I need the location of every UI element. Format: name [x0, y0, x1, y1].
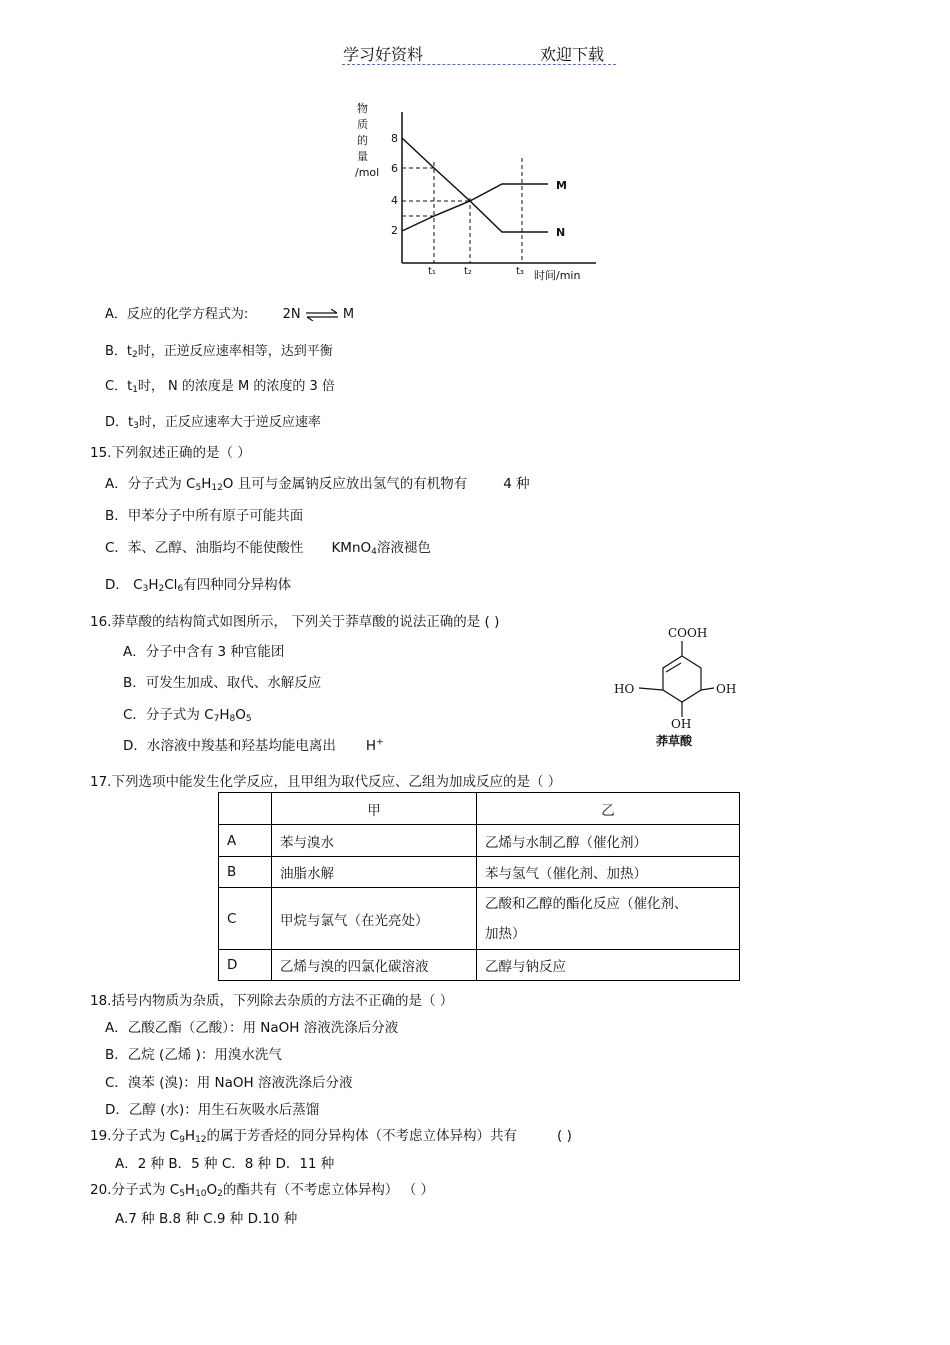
- table-header-row: [219, 793, 740, 825]
- series-N-line: [402, 138, 548, 232]
- struct-oh-right: OH: [716, 682, 737, 696]
- ylabel-char-2: 质: [357, 118, 368, 131]
- row-label: C: [219, 888, 272, 950]
- ylabel-char-1: 物: [357, 102, 368, 115]
- q15-option-d: D． $C_3H_2Cl_6$有四种同分异构体: [105, 577, 292, 594]
- cell-yi: 苯与氢气（催化剂、加热）: [477, 857, 740, 888]
- struct-oh-bottom: OH: [671, 717, 692, 731]
- struct-ho-left: HO: [614, 682, 635, 696]
- cell-jia: 苯与溴水: [272, 825, 477, 857]
- q15-option-a: A．分子式为 $C_5H_{12}O$ 且可与金属钠反应放出氢气的有机物有 4 种: [105, 476, 530, 493]
- q14-option-d: D．$t_3$时，正反应速率大于逆反应速率: [105, 415, 321, 431]
- row-label: D: [219, 950, 272, 981]
- q19-options: A．2 种 B．5 种 C．8 种 D．11 种: [115, 1156, 335, 1172]
- y-tick-6: 6: [391, 162, 398, 175]
- q18-stem: 18.括号内物质为杂质，下列除去杂质的方法不正确的是（ ）: [90, 993, 454, 1009]
- table-row: [219, 857, 740, 888]
- cell-jia: 油脂水解: [272, 857, 477, 888]
- table-row: [219, 825, 740, 857]
- ylabel-char-4: 量: [357, 150, 368, 163]
- ylabel-unit: /mol: [355, 166, 380, 179]
- table-row: [219, 888, 740, 950]
- cell-yi: 乙醇与钠反应: [477, 950, 740, 981]
- struct-cooh: COOH: [668, 626, 708, 640]
- x-axis-label: 时间/min: [534, 269, 581, 282]
- row-label: B: [219, 857, 272, 888]
- header-right: 欢迎下载: [540, 45, 605, 64]
- q15-option-c: C．苯、乙醇、油脂均不能使酸性 KMnO$_4$溶液褪色: [105, 540, 431, 557]
- q18-option-b: B．乙烷 (乙烯 )：用溴水洗气: [105, 1047, 282, 1063]
- series-label-M: M: [556, 179, 567, 192]
- struct-name: 莽草酸: [656, 734, 693, 748]
- x-tick-t2: t₂: [464, 266, 472, 277]
- shikimic-acid-structure: [608, 622, 748, 750]
- header-left: 学习好资料: [343, 45, 424, 64]
- q14-option-a: A．反应的化学方程式为: 2N M: [105, 307, 355, 322]
- ylabel-char-3: 的: [357, 134, 368, 147]
- series-M-line: [402, 184, 548, 231]
- x-tick-t3: t₃: [516, 266, 524, 277]
- q14-option-c: C．$t_1$时， N 的浓度是 M 的浓度的 3 倍: [105, 379, 335, 395]
- q18-option-a: A．乙酸乙酯（乙酸）：用 NaOH 溶液洗涤后分液: [105, 1020, 399, 1036]
- concentration-time-graph: [352, 98, 612, 288]
- cell-jia: 乙烯与溴的四氯化碳溶液: [272, 950, 477, 981]
- q16-option-b: B．可发生加成、取代、水解反应: [123, 675, 322, 691]
- q16-option-d: D．水溶液中羧基和羟基均能电离出 H+: [123, 737, 384, 754]
- q17-table: [218, 792, 740, 981]
- q20-stem: 20.分子式为 $C_5H_{10}O_2$的酯共有（不考虑立体异构） （ ）: [90, 1182, 434, 1199]
- cell-yi: 乙酸和乙醇的酯化反应（催化剂、 加热）: [477, 888, 740, 950]
- row-label: A: [219, 825, 272, 857]
- x-tick-t1: t₁: [428, 266, 436, 277]
- cell-yi: 乙烯与水制乙醇（催化剂）: [477, 825, 740, 857]
- cell-jia: 甲烷与氯气（在光亮处）: [272, 888, 477, 950]
- series-label-N: N: [556, 226, 566, 239]
- q14-option-b: B．$t_2$时，正逆反应速率相等，达到平衡: [105, 344, 333, 360]
- q17-stem: 17.下列选项中能发生化学反应，且甲组为取代反应、乙组为加成反应的是（ ）: [90, 774, 562, 790]
- header-divider: [342, 64, 616, 65]
- table-header-cell: 甲: [272, 793, 477, 825]
- q20-options: A.7 种 B.8 种 C.9 种 D.10 种: [115, 1211, 298, 1227]
- y-tick-8: 8: [391, 132, 398, 145]
- y-tick-2: 2: [391, 224, 398, 237]
- table-header-cell: 乙: [477, 793, 740, 825]
- y-tick-4: 4: [391, 194, 398, 207]
- q16-option-c: C．分子式为 $C_7H_8O_5$: [123, 707, 252, 724]
- q16-option-a: A．分子中含有 3 种官能团: [123, 644, 285, 660]
- q15-stem: 15.下列叙述正确的是（ ）: [90, 445, 251, 461]
- table-header-cell: [219, 793, 272, 825]
- q15-option-b: B．甲苯分子中所有原子可能共面: [105, 508, 304, 524]
- q18-option-c: C．溴苯 (溴)：用 NaOH 溶液洗涤后分液: [105, 1075, 353, 1091]
- table-row: [219, 950, 740, 981]
- q16-stem: 16.莽草酸的结构简式如图所示， 下列关于莽草酸的说法正确的是 ( ): [90, 614, 500, 630]
- q18-option-d: D．乙醇 (水)：用生石灰吸水后蒸馏: [105, 1102, 320, 1118]
- equilibrium-arrow-icon: [305, 309, 339, 321]
- q19-stem: 19.分子式为 $C_9H_{12}$的属于芳香烃的同分异构体（不考虑立体异构）共有 ( ): [90, 1128, 572, 1145]
